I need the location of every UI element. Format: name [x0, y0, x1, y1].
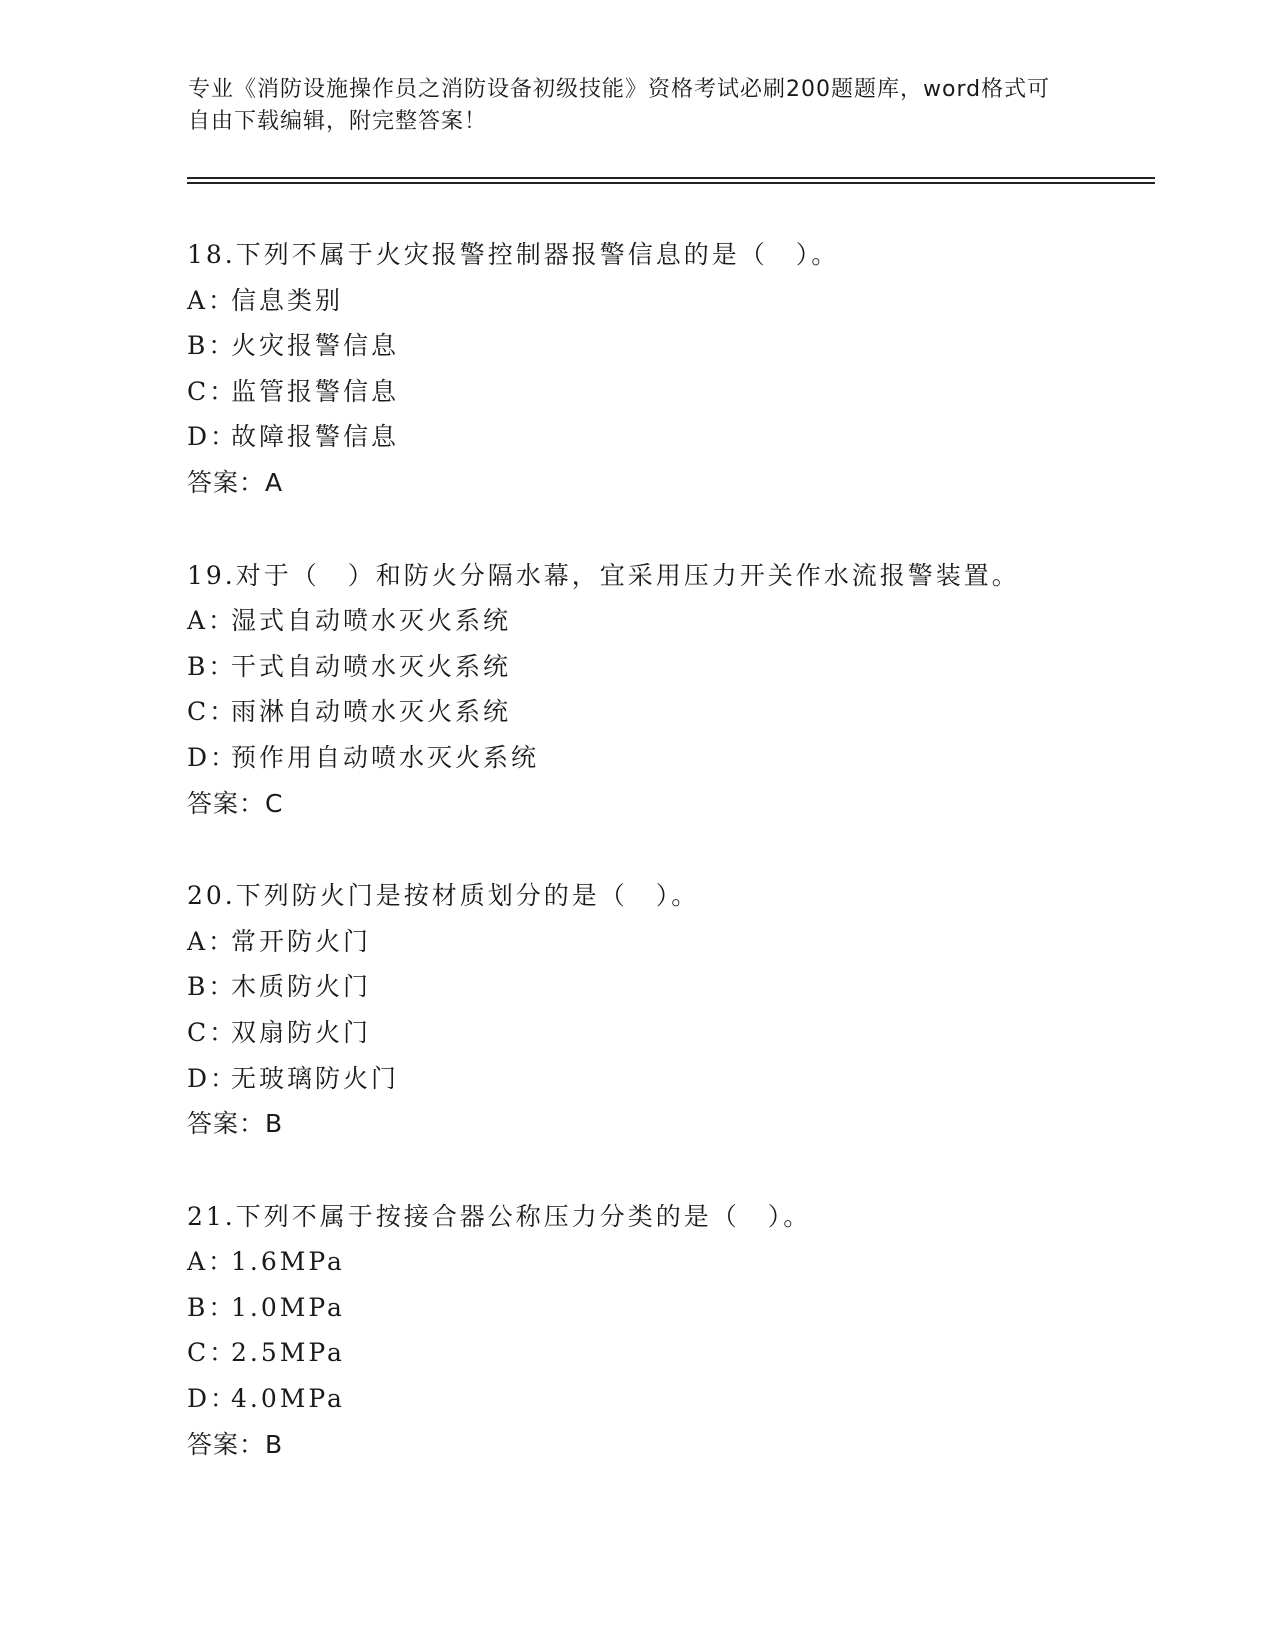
option-b — [187, 644, 1147, 690]
question-18 — [187, 232, 1147, 506]
option-text: 双扇防火门 — [231, 1017, 372, 1047]
option-b — [187, 964, 1147, 1010]
option-d — [187, 735, 1147, 781]
header-divider-bottom — [187, 182, 1155, 184]
option-a — [187, 1239, 1147, 1285]
option-a — [187, 278, 1147, 324]
option-d — [187, 1056, 1147, 1102]
option-c — [187, 369, 1147, 415]
answer: 答案：B — [187, 1109, 284, 1139]
option-key: D： — [187, 742, 239, 772]
option-key: C： — [187, 697, 238, 727]
question-21 — [187, 1194, 1147, 1468]
question-stem: 21.下列不属于按接合器公称压力分类的是（ ）。 — [187, 1201, 812, 1231]
option-text: 雨淋自动喷水灭火系统 — [231, 697, 512, 727]
option-c — [187, 1330, 1147, 1376]
option-key: D： — [187, 1384, 239, 1414]
option-text: 1.6MPa — [231, 1247, 345, 1277]
option-key: C： — [187, 1017, 238, 1047]
option-text: 木质防火门 — [231, 972, 372, 1002]
option-key: A： — [187, 285, 237, 315]
option-text: 4.0MPa — [231, 1384, 345, 1414]
option-text: 信息类别 — [231, 285, 344, 315]
option-text: 监管报警信息 — [231, 376, 400, 406]
option-key: D： — [187, 422, 239, 452]
option-c — [187, 689, 1147, 735]
option-a — [187, 598, 1147, 644]
option-b — [187, 1285, 1147, 1331]
answer: 答案：C — [187, 788, 284, 818]
option-text: 2.5MPa — [231, 1338, 345, 1368]
option-b — [187, 323, 1147, 369]
option-key: C： — [187, 376, 238, 406]
option-c — [187, 1010, 1147, 1056]
option-key: C： — [187, 1338, 238, 1368]
answer: 答案：A — [187, 467, 284, 497]
option-text: 火灾报警信息 — [231, 331, 400, 361]
option-text: 湿式自动喷水灭火系统 — [231, 606, 512, 636]
option-text: 无玻璃防火门 — [231, 1063, 400, 1093]
option-key: B： — [187, 331, 237, 361]
document-header: 专业《消防设施操作员之消防设备初级技能》资格考试必刷200题题库，word格式可自由下载编辑，附完整答案！ — [188, 77, 1051, 134]
option-d — [187, 1376, 1147, 1422]
question-19 — [187, 553, 1147, 827]
option-key: A： — [187, 1247, 237, 1277]
option-d — [187, 414, 1147, 460]
question-stem: 20.下列防火门是按材质划分的是（ ）。 — [187, 881, 700, 911]
answer: 答案：B — [187, 1429, 284, 1459]
question-20 — [187, 873, 1147, 1147]
question-list — [187, 232, 1147, 1514]
option-text: 常开防火门 — [231, 926, 372, 956]
option-text: 干式自动喷水灭火系统 — [231, 651, 512, 681]
option-text: 1.0MPa — [231, 1292, 345, 1322]
option-key: B： — [187, 972, 237, 1002]
option-text: 预作用自动喷水灭火系统 — [231, 742, 540, 772]
option-key: A： — [187, 926, 237, 956]
option-key: B： — [187, 1292, 237, 1322]
header-divider-top — [187, 177, 1155, 179]
option-key: D： — [187, 1063, 239, 1093]
option-a — [187, 919, 1147, 965]
question-stem: 18.下列不属于火灾报警控制器报警信息的是（ ）。 — [187, 240, 840, 269]
question-stem: 19.对于（ ）和防火分隔水幕，宜采用压力开关作水流报警装置。 — [187, 560, 1020, 590]
option-key: B： — [187, 651, 237, 681]
option-text: 故障报警信息 — [231, 422, 400, 452]
option-key: A： — [187, 606, 237, 636]
